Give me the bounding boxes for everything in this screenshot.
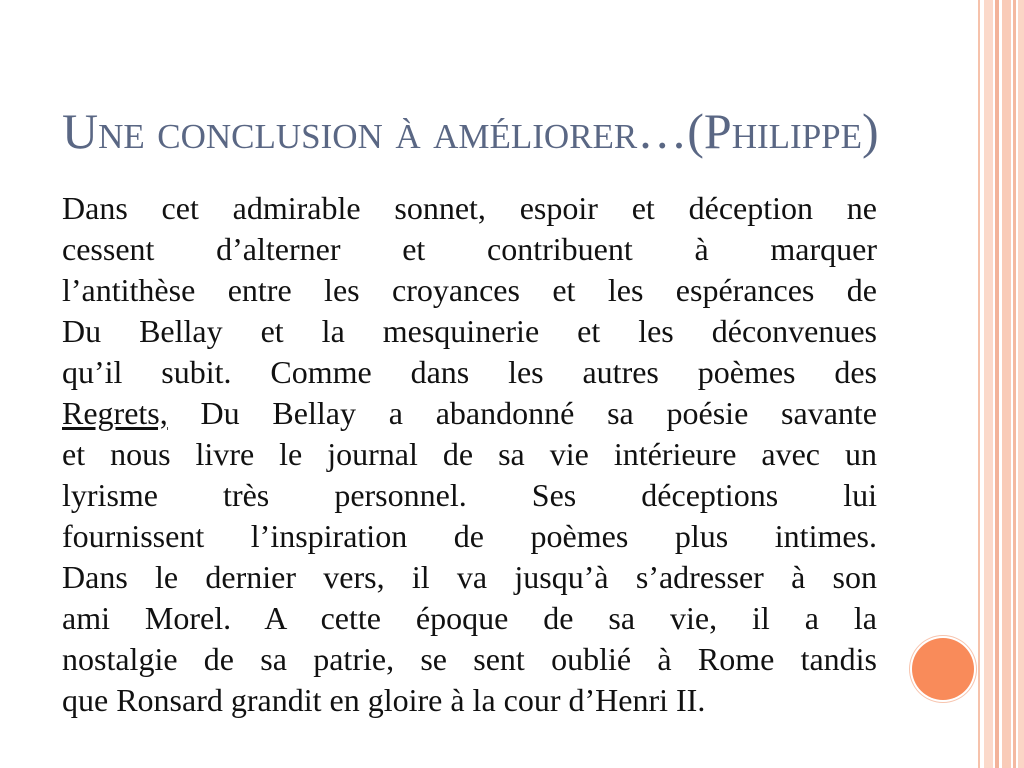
body-paragraph <box>62 188 877 721</box>
decorative-stripe <box>984 0 993 768</box>
body-line: cessent d’alterner et contribuent à marquer <box>62 231 877 267</box>
decorative-stripe <box>1002 0 1011 768</box>
body-line: Du Bellay et la mesquinerie et les déconvenues <box>62 313 877 349</box>
body-line: et nous livre le journal de sa vie intérieure avec un <box>62 436 877 472</box>
body-line: fournissent l’inspiration de poèmes plus intimes. <box>62 518 877 554</box>
book-title-regrets: Regrets, <box>62 395 168 431</box>
body-line: Dans le dernier vers, il va jusqu’à s’adresser à son <box>62 559 877 595</box>
body-line-rest: Du Bellay a abandonné sa poésie savante <box>200 395 878 431</box>
body-line <box>62 393 877 434</box>
body-line: nostalgie de sa patrie, se sent oublié à Rome tandis <box>62 641 877 677</box>
body-line: lyrisme très personnel. Ses déceptions lui <box>62 477 877 513</box>
decorative-stripe <box>1018 0 1024 768</box>
accent-circle <box>912 638 974 700</box>
body-line: que Ronsard grandit en gloire à la cour d’Henri II. <box>62 682 706 718</box>
body-line: qu’il subit. Comme dans les autres poèmes des <box>62 354 877 390</box>
decorative-stripe <box>978 0 980 768</box>
body-line: l’antithèse entre les croyances et les espérances de <box>62 272 877 308</box>
body-line: ami Morel. A cette époque de sa vie, il a la <box>62 600 877 636</box>
slide-title: Une conclusion à améliorer…(Philippe) <box>62 103 879 159</box>
decorative-stripe <box>1013 0 1016 768</box>
decorative-stripe <box>995 0 999 768</box>
body-line: Dans cet admirable sonnet, espoir et déception ne <box>62 190 877 226</box>
